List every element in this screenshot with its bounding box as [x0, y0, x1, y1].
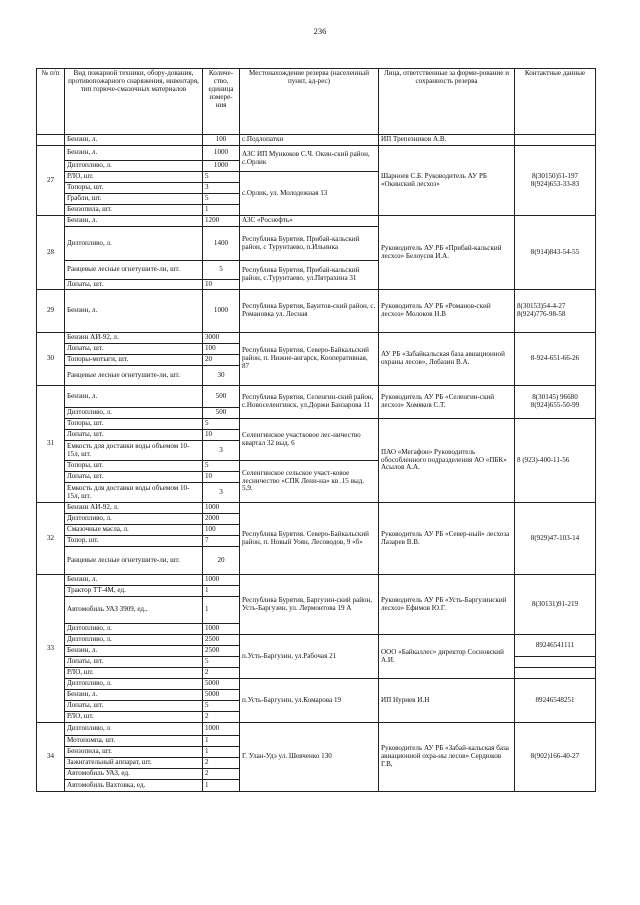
item-cell: Бензопила, шт.	[65, 205, 203, 216]
item-cell: Бензин, л.	[65, 646, 203, 657]
table-row	[37, 419, 596, 430]
item-cell: Бензин, л.	[65, 290, 203, 333]
item-cell: Топоры, шт.	[65, 419, 203, 430]
qty-cell: 5000	[203, 690, 240, 701]
location-cell: Республика Бурятия, Прибай-кальский район, с Турунтаево, п.Ильинка	[240, 227, 379, 261]
table-row	[37, 146, 596, 161]
person-cell: ПАО «Мегафон» Руководитель обособленного подразделения АО «ПБК» Асылов А.А.	[379, 419, 515, 503]
qty-cell: 1	[203, 747, 240, 758]
header-num: № п/п	[37, 69, 65, 135]
item-cell: Бензопила, шт.	[65, 747, 203, 758]
person-cell: АУ РБ «Забайкальская база авиационной охраны лесов», Лобазин В.А.	[379, 333, 515, 386]
qty-cell: 1200	[203, 216, 240, 227]
qty-cell: 2	[203, 712, 240, 723]
header-qty: Количе-ство, единица измере-ния	[203, 69, 240, 135]
contact-cell: 8-924-651-66-26	[515, 333, 596, 386]
qty-cell: 5000	[203, 679, 240, 690]
contact-cell	[515, 668, 596, 679]
item-cell: Автомобиль УАЗ 3909, ед.,	[65, 597, 203, 624]
qty-cell: 1000	[203, 146, 240, 161]
table-row	[37, 135, 596, 146]
qty-cell: 2500	[203, 635, 240, 646]
item-cell: Топоры-мотыги, шт.	[65, 355, 203, 366]
item-cell: Дизтопливо, л.	[65, 624, 203, 635]
item-cell: Бензин, л.	[65, 386, 203, 408]
qty-cell: 1000	[203, 161, 240, 172]
qty-cell: 10	[203, 280, 240, 290]
person-cell: ИП Трепезников А.В.	[379, 135, 515, 146]
item-cell: Бензин, л.	[65, 135, 203, 146]
item-cell: Смазочные масла, л.	[65, 525, 203, 536]
item-cell: Ранцевые лесные огнетушите-ли, шт.	[65, 366, 203, 386]
qty-cell: 3	[203, 183, 240, 194]
qty-cell: 100	[203, 344, 240, 355]
qty-cell: 1000	[203, 575, 240, 586]
qty-cell: 1	[203, 736, 240, 747]
location-cell: Республика Бурятия, Прибай-кальский район, с.Турунтаево, ул.Пятрахина 31	[240, 261, 379, 290]
qty-cell: 2000	[203, 514, 240, 525]
table-row	[37, 679, 596, 690]
item-cell: Бензин АИ-92, л.	[65, 503, 203, 514]
item-cell: Автомобиль Вахтовка, ед.	[65, 780, 203, 792]
person-cell: Шарноев С.Б. Руководитель АУ РБ «Окинский лесхоз»	[379, 146, 515, 216]
table-row	[37, 503, 596, 514]
page-number: 236	[313, 26, 327, 36]
location-cell: п.Усть-Баргузин, ул.Комарова 19	[240, 679, 379, 723]
row-number: 29	[37, 290, 65, 333]
table-row	[37, 575, 596, 586]
row-number	[37, 135, 65, 146]
item-cell: Дизтопливо, л.	[65, 161, 203, 172]
item-cell: Дизтопливо, л.	[65, 408, 203, 419]
contact-cell: 8(914)843-54-55	[515, 216, 596, 290]
location-cell: с.Орлик, ул. Молодежная 13	[240, 172, 379, 216]
location-cell: Республика Бурятия, Баргузин-ский район, Усть-Баргузин, ул. Лермонтова 19 А	[240, 575, 379, 635]
location-cell: АЗС ИП Мункоков С.Ч. Окин-ский район, с.Орлик	[240, 146, 379, 172]
row-number: 28	[37, 216, 65, 290]
contact-cell	[515, 657, 596, 668]
location-cell: Республика Бурятия. Северо-Байкальский район, п. Новый Уоян, Лесоводов, 9 «б»	[240, 503, 379, 575]
item-cell: Дизтопливо, л.	[65, 679, 203, 690]
row-number: 30	[37, 333, 65, 386]
item-cell: Топор, шт.	[65, 536, 203, 547]
person-cell: Руководитель АУ РБ «Север-ный» лесхоза Лазарев В.В.	[379, 503, 515, 575]
item-cell: Лопаты, шт.	[65, 701, 203, 712]
item-cell: Лопаты, шт.	[65, 657, 203, 668]
qty-cell: 1	[203, 780, 240, 792]
header-contact: Контактные данные	[515, 69, 596, 135]
header-location: Местонахождение резерва (населенный пункт, ад-рес)	[240, 69, 379, 135]
qty-cell: 5	[203, 461, 240, 472]
qty-cell: 20	[203, 355, 240, 366]
contact-cell: 8(902)166-40-27	[515, 723, 596, 792]
qty-cell: 2	[203, 758, 240, 769]
qty-cell: 10	[203, 430, 240, 441]
item-cell: Дизтопливо, л.	[65, 635, 203, 646]
reserve-table	[36, 68, 596, 792]
table-row	[37, 386, 596, 408]
person-cell: Руководитель АУ РБ «Прибай-кальский лесхоз» Белоусов И.А.	[379, 216, 515, 290]
row-number: 27	[37, 146, 65, 216]
item-cell: Емкость для доставки воды объемом 10-15л, шт.	[65, 441, 203, 461]
header-item: Вид пожарной техники, обору-дования, противопожарного снаряжения, инвентаря, тип горюче-смазочных материалов	[65, 69, 203, 135]
qty-cell: 500	[203, 408, 240, 419]
person-cell: ИП Нуриев И.Н	[379, 679, 515, 723]
qty-cell: 3	[203, 483, 240, 503]
item-cell: РЛО, шт.	[65, 668, 203, 679]
location-cell: Республика Бурятия, Селенгин-ский район, с.Новоселенгинск, ул.Доржи Банзарова 11	[240, 386, 379, 419]
person-cell: Руководитель АУ РБ «Романов-ский лесхоз» Молоков Н.В	[379, 290, 515, 333]
table-row	[37, 216, 596, 227]
contact-cell: 89246541111	[515, 635, 596, 657]
item-cell: Автомобиль УАЗ, ед.	[65, 769, 203, 780]
item-cell: Грабли, шт.	[65, 194, 203, 205]
location-cell: Республика Бурятия, Северо-Байкальский район, п. Нижне-ангарск, Кооперативная, 87	[240, 333, 379, 386]
location-cell: с.Подлопатки	[240, 135, 379, 146]
contact-cell: 8(30153)54-4-27 8(924)776-98-58	[515, 290, 596, 333]
table-row	[37, 333, 596, 344]
item-cell: Ранцевые лесные огнетушите-ли, шт.	[65, 547, 203, 575]
qty-cell: 5	[203, 194, 240, 205]
qty-cell: 2500	[203, 646, 240, 657]
item-cell: Лопаты, шт.	[65, 472, 203, 483]
item-cell: Зажигательный аппарат, шт.	[65, 758, 203, 769]
header-person: Лица, ответственные за форми-рование и сохранность резерва	[379, 69, 515, 135]
qty-cell: 5	[203, 261, 240, 280]
contact-cell: 8(929)47-103-14	[515, 503, 596, 575]
qty-cell: 1000	[203, 624, 240, 635]
qty-cell: 1000	[203, 290, 240, 333]
row-number: 32	[37, 503, 65, 575]
location-cell: Г. Улан-Удэ ул. Шевченко 130	[240, 723, 379, 792]
location-cell: п.Усть-Баргузин, ул.Рабочая 21	[240, 635, 379, 679]
row-number: 31	[37, 386, 65, 503]
item-cell: Лопаты, шт.	[65, 344, 203, 355]
location-cell: Селенгинское сельское участ-ковое лесничество «СПК Лени-на» кв .15 выд. 5,9.	[240, 461, 379, 503]
contact-cell	[515, 135, 596, 146]
header-row	[37, 69, 596, 135]
item-cell: Бензин, л.	[65, 146, 203, 161]
qty-cell: 1	[203, 586, 240, 597]
item-cell: РЛО, шт.	[65, 172, 203, 183]
location-cell: АЗС «Роснефть»	[240, 216, 379, 227]
qty-cell: 500	[203, 386, 240, 408]
qty-cell: 7	[203, 536, 240, 547]
person-cell: Руководитель АУ РБ «Селенгин-ский лесхоз» Хомяков С.Т.	[379, 386, 515, 419]
qty-cell: 20	[203, 547, 240, 575]
item-cell: Лопаты, шт.	[65, 280, 203, 290]
item-cell: Трактор ТТ-4М, ед.	[65, 586, 203, 597]
item-cell: Бензин, л.	[65, 216, 203, 227]
qty-cell: 10	[203, 472, 240, 483]
qty-cell: 30	[203, 366, 240, 386]
table-row	[37, 635, 596, 646]
item-cell: Ранцевые лесные огнетушите-ли, шт.	[65, 261, 203, 280]
item-cell: Бензин, л.	[65, 690, 203, 701]
item-cell: Дизтопливо, л.	[65, 227, 203, 261]
qty-cell: 1000	[203, 503, 240, 514]
item-cell: Бензин АИ-92, л.	[65, 333, 203, 344]
item-cell: Топоры, шт.	[65, 461, 203, 472]
qty-cell: 3	[203, 441, 240, 461]
qty-cell: 1400	[203, 227, 240, 261]
table-row	[37, 290, 596, 333]
person-cell: Руководитель АУ РБ «Забай-кальская база авиационной охра-ны лесов» Сердюков Г.В,	[379, 723, 515, 792]
table-row	[37, 723, 596, 736]
contact-cell: 8(30145) 96680 8(924)655-50-99	[515, 386, 596, 419]
location-cell: Селенгинское участковое лес-ничество квартал 32 выд. 6	[240, 419, 379, 461]
item-cell: Мотопомпа, шт.	[65, 736, 203, 747]
qty-cell: 100	[203, 525, 240, 536]
qty-cell: 5	[203, 657, 240, 668]
qty-cell: 5	[203, 419, 240, 430]
qty-cell: 100	[203, 135, 240, 146]
contact-cell: 8(30150)51-197 8(924)653-33-83	[515, 146, 596, 216]
item-cell: Дизтопливо, л.	[65, 514, 203, 525]
contact-cell: 8(30131)91-219	[515, 575, 596, 635]
contact-cell: 8 (923)-400-11-56	[515, 419, 596, 503]
location-cell: Республика Бурятия, Баунтов-ский район, с. Романовка ул. Лесная	[240, 290, 379, 333]
item-cell: Бензин, л.	[65, 575, 203, 586]
person-cell: Руководитель АУ РБ «Усть-Баргузинский лесхоз» Ефимов Ю.Г.	[379, 575, 515, 635]
item-cell: Топоры, шт.	[65, 183, 203, 194]
contact-cell: 89246548251	[515, 679, 596, 723]
qty-cell: 1000	[203, 723, 240, 736]
qty-cell: 3000	[203, 333, 240, 344]
qty-cell: 1	[203, 597, 240, 624]
row-number: 33	[37, 575, 65, 723]
item-cell: Емкость для доставки воды объемом 10-15л, шт.	[65, 483, 203, 503]
qty-cell: 5	[203, 701, 240, 712]
person-cell: ООО «Байкаллес» директор Сосновский А.И.	[379, 635, 515, 679]
item-cell: Дизтопливо, л	[65, 723, 203, 736]
item-cell: РЛО, шт.	[65, 712, 203, 723]
qty-cell: 2	[203, 668, 240, 679]
row-number: 34	[37, 723, 65, 792]
qty-cell: 1	[203, 205, 240, 216]
item-cell: Лопаты, шт.	[65, 430, 203, 441]
qty-cell: 5	[203, 172, 240, 183]
qty-cell: 2	[203, 769, 240, 780]
